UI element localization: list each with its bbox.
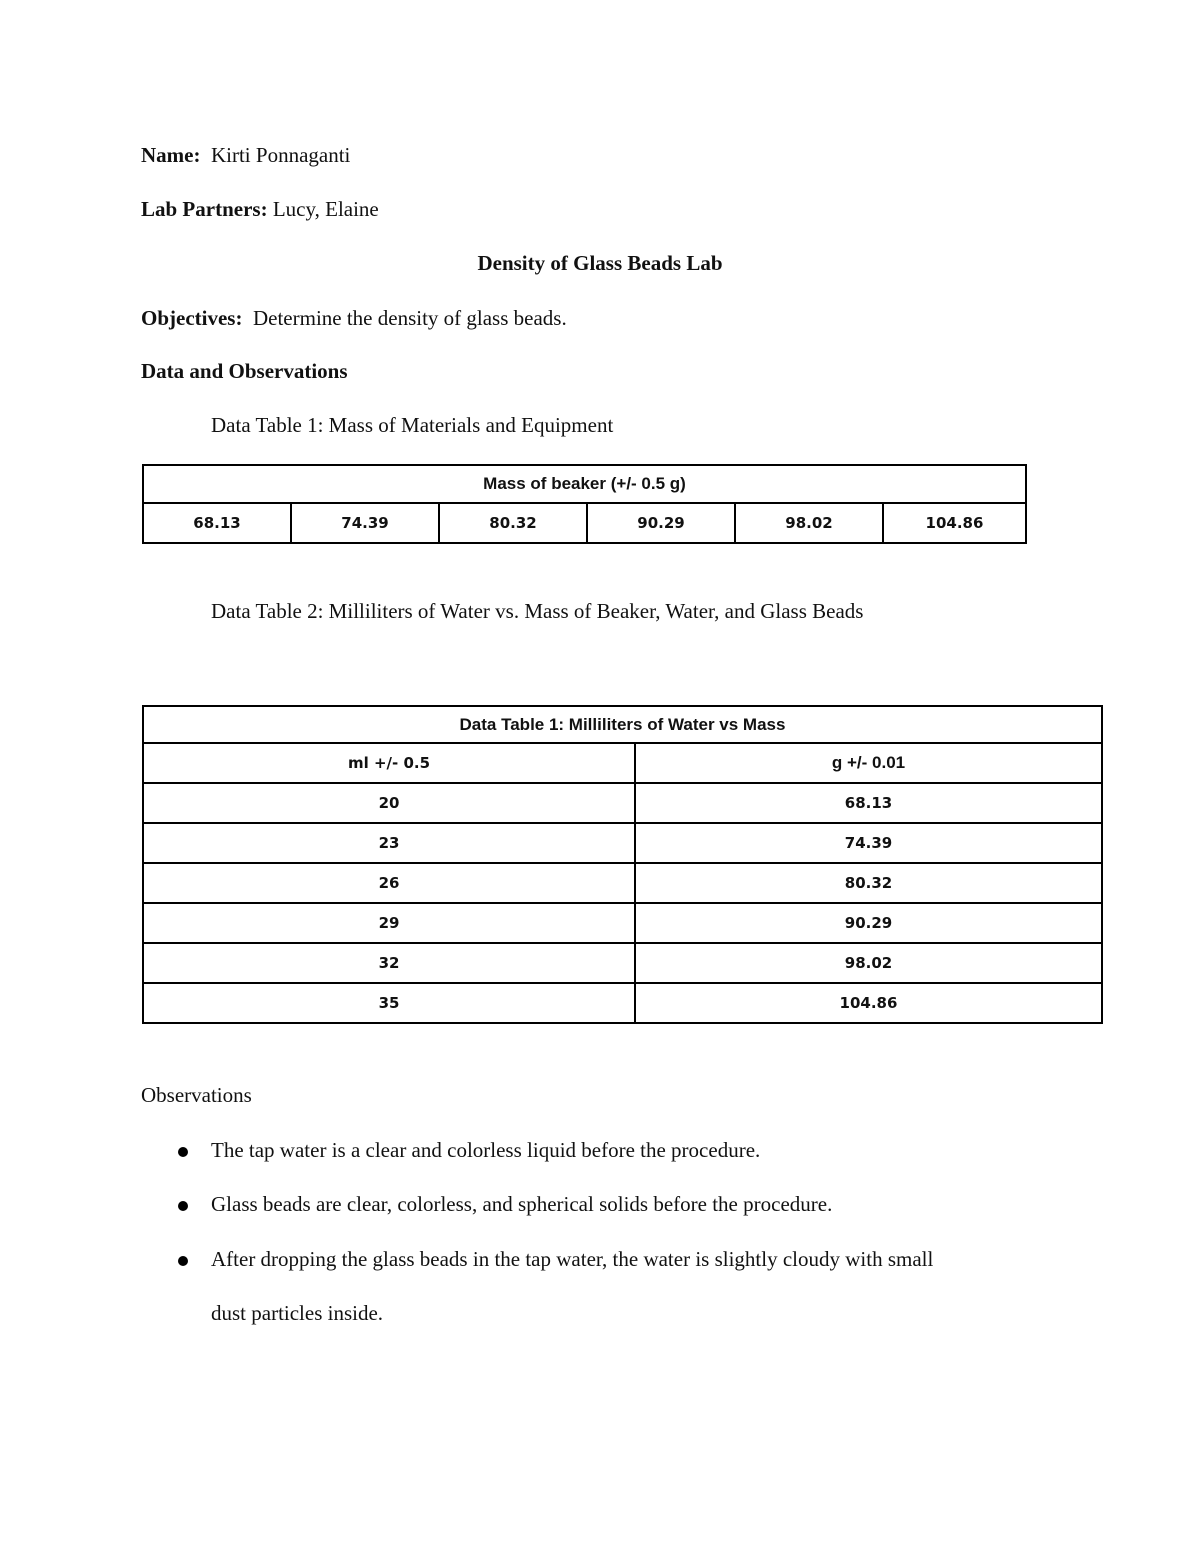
document-title: [0, 251, 1200, 276]
observations-heading: Observations: [141, 1083, 252, 1107]
ml-cell: 26: [143, 863, 635, 903]
table-row: [143, 783, 1102, 823]
table2-header-row: [143, 743, 1102, 783]
mass-cell: 104.86: [635, 983, 1102, 1023]
name-label: Name:: [141, 143, 201, 167]
mass-cell: 98.02: [635, 943, 1102, 983]
section-heading-text: Data and Observations: [141, 359, 348, 383]
mass-cell: 80.32: [635, 863, 1102, 903]
table1-caption: Data Table 1: Mass of Materials and Equipment: [211, 413, 614, 437]
table2-title: Data Table 1: Milliliters of Water vs Mass: [143, 706, 1102, 743]
objectives-line: [141, 306, 567, 331]
name-value: Kirti Ponnaganti: [210, 143, 351, 167]
section-heading: [141, 359, 348, 384]
mass-cell: 68.13: [635, 783, 1102, 823]
table1-cell: 68.13: [143, 503, 291, 543]
table1-header-row: [143, 465, 1026, 503]
table1-header: Mass of beaker (+/- 0.5 g): [143, 465, 1026, 503]
objectives-value: Determine the density of glass beads.: [252, 306, 567, 330]
lab-partners-value: Lucy, Elaine: [272, 197, 379, 221]
mass-cell: 90.29: [635, 903, 1102, 943]
observation-item-continuation: dust particles inside.: [211, 1301, 384, 1325]
document-title-text: Density of Glass Beads Lab: [477, 251, 723, 275]
table1-cell: 80.32: [439, 503, 587, 543]
table-row: [143, 863, 1102, 903]
table2-caption: Data Table 2: Milliliters of Water vs. Mass of Beaker, Water, and Glass Beads: [211, 599, 864, 623]
table-row: [143, 903, 1102, 943]
table2-title-row: [143, 706, 1102, 743]
table1-value-row: [143, 503, 1026, 543]
bullet-icon: [178, 1147, 188, 1157]
observation-item: The tap water is a clear and colorless liquid before the procedure.: [211, 1138, 761, 1162]
name-line: [141, 143, 350, 168]
mass-of-beaker-table: [142, 464, 1027, 544]
table2-col2-header: g +/- 0.01: [635, 743, 1102, 783]
ml-cell: 29: [143, 903, 635, 943]
table1-cell: 98.02: [735, 503, 883, 543]
observation-item: Glass beads are clear, colorless, and spherical solids before the procedure.: [211, 1192, 833, 1216]
table-row: [143, 823, 1102, 863]
table1-cell: 74.39: [291, 503, 439, 543]
ml-cell: 35: [143, 983, 635, 1023]
lab-partners-label: Lab Partners:: [141, 197, 268, 221]
ml-cell: 20: [143, 783, 635, 823]
lab-partners-line: [141, 197, 379, 222]
table-row: [143, 983, 1102, 1023]
table1-cell: 90.29: [587, 503, 735, 543]
objectives-label: Objectives:: [141, 306, 243, 330]
table1-cell: 104.86: [883, 503, 1026, 543]
observation-item: After dropping the glass beads in the tap water, the water is slightly cloudy with small: [211, 1247, 934, 1271]
bullet-icon: [178, 1256, 188, 1266]
ml-cell: 23: [143, 823, 635, 863]
mass-cell: 74.39: [635, 823, 1102, 863]
ml-cell: 32: [143, 943, 635, 983]
milliliters-vs-mass-table: [142, 705, 1103, 1024]
table2-col1-header: ml +/- 0.5: [143, 743, 635, 783]
table-row: [143, 943, 1102, 983]
bullet-icon: [178, 1201, 188, 1211]
